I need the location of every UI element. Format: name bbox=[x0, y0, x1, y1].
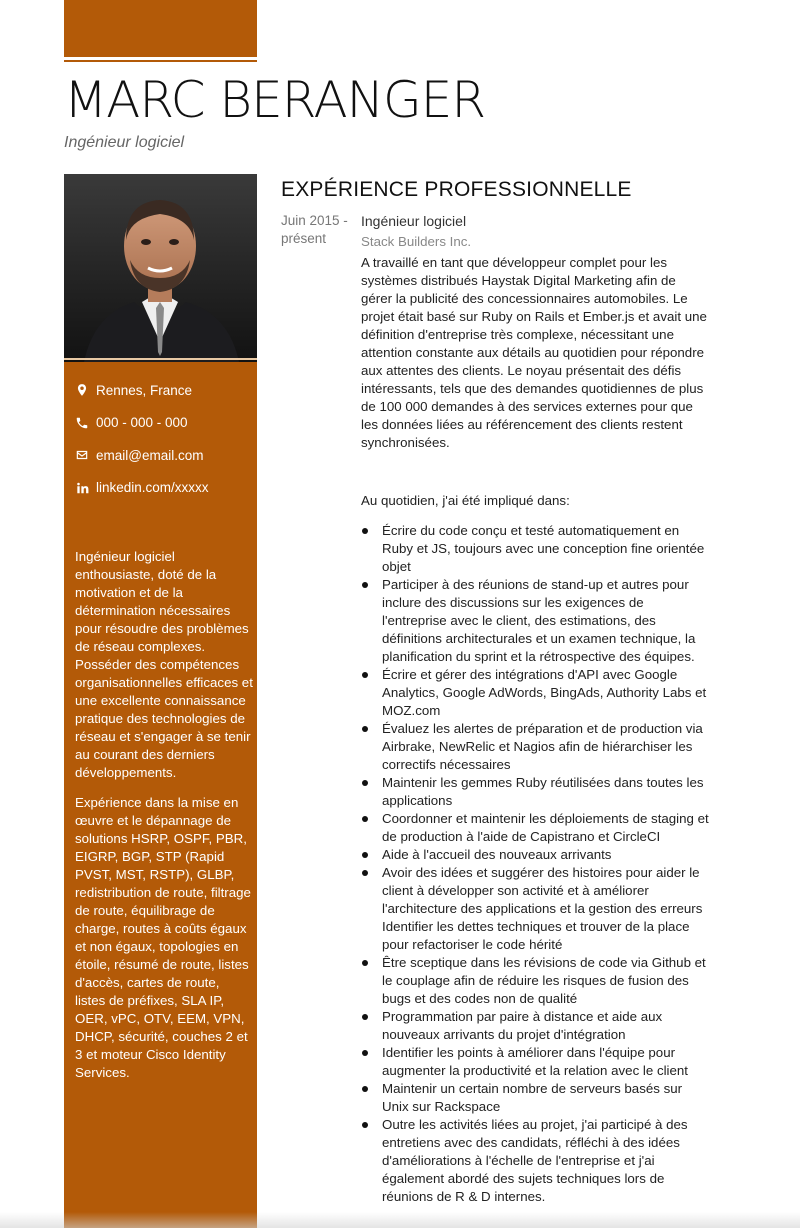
bullet-icon bbox=[362, 816, 368, 822]
job-description: A travaillé en tant que développeur complet pour les systèmes distribués Haystak Digital Marketing afin de gérer la publicité des concessionnaires automobiles. Le projet était basé sur Ruby on Rails et Ember.js et avait une définition d'entreprise très complexe, nécessitant une attention constante aux détails au quotidien pour répondre aux attentes des clients. Le noyau présentait des défis intéressants, tels que des demandes quotidiennes de plus de 100 000 demandes à des services externes pour que les données liées au référencement des clients restent synchronisées. bbox=[361, 255, 707, 450]
bullet-icon bbox=[362, 672, 368, 678]
page-bottom-shadow bbox=[0, 1212, 800, 1228]
list-item-text: Maintenir un certain nombre de serveurs basés sur Unix sur Rackspace bbox=[382, 1081, 683, 1114]
candidate-subtitle: Ingénieur logiciel bbox=[64, 134, 185, 151]
bullet-icon bbox=[362, 870, 368, 876]
sidebar-top-rule bbox=[64, 60, 257, 62]
contact-location-text: Rennes, France bbox=[96, 382, 193, 398]
profile-photo bbox=[64, 174, 257, 362]
envelope-icon bbox=[75, 448, 89, 462]
list-item bbox=[361, 1008, 709, 1044]
location-pin-icon bbox=[75, 383, 89, 397]
list-item bbox=[361, 666, 709, 720]
job-date: Juin 2015 - présent bbox=[281, 213, 348, 246]
list-item-text: Avoir des idées et suggérer des histoires pour aider le client à développer son activité et à améliorer l'architecture des applications et la gestion des erreurs Identifier les dettes techniques et trouver de la place pour refactoriser le code hérité bbox=[382, 865, 703, 952]
contact-list bbox=[75, 374, 250, 504]
company-name: Stack Builders Inc. bbox=[361, 234, 472, 249]
portrait-illustration bbox=[64, 174, 257, 362]
summary-paragraph: Ingénieur logiciel enthousiaste, doté de la motivation et de la détermination nécessaires pour résoudre des problèmes de réseau complexes. Posséder des compétences organisationnelles efficaces et une excellente connaissance pratique des technologies de réseau et s'engager à se tenir au courant des derniers développements. bbox=[75, 549, 253, 780]
list-item bbox=[361, 1116, 709, 1206]
list-item bbox=[361, 1080, 709, 1116]
duties-list bbox=[361, 522, 709, 1206]
bullet-icon bbox=[362, 1122, 368, 1128]
bullet-icon bbox=[362, 852, 368, 858]
list-item-text: Programmation par paire à distance et aide aux nouveaux arrivants du projet d'intégration bbox=[382, 1009, 663, 1042]
experience-section-title: EXPÉRIENCE PROFESSIONNELLE bbox=[281, 178, 632, 201]
bullet-icon bbox=[362, 960, 368, 966]
list-item bbox=[361, 810, 709, 846]
list-item bbox=[361, 522, 709, 576]
contact-email-text: email@email.com bbox=[96, 447, 204, 463]
summary-paragraph: Expérience dans la mise en œuvre et le dépannage de solutions HSRP, OSPF, PBR, EIGRP, BGP, STP (Rapid PVST, MST, RSTP), GLBP, redistribution de route, filtrage de route, équilibrage de charge, routes à coûts égaux et non égaux, topologies en étoile, résumé de route, listes d'accès, cartes de route, listes de préfixes, SLA IP, OER, vPC, OTV, EEM, VPN, DHCP, sécurité, couches 2 et 3 et moteur Cisco Identity Services. bbox=[75, 795, 251, 1080]
contact-location bbox=[75, 374, 250, 407]
list-item bbox=[361, 954, 709, 1008]
contact-phone bbox=[75, 407, 250, 440]
sidebar bbox=[64, 174, 257, 1228]
bullet-icon bbox=[362, 726, 368, 732]
job-title: Ingénieur logiciel bbox=[361, 213, 467, 229]
candidate-name: MARC BERANGER bbox=[64, 71, 486, 129]
duties-intro: Au quotidien, j'ai été impliqué dans: bbox=[361, 493, 570, 508]
profile-summary bbox=[75, 548, 253, 1094]
contact-linkedin bbox=[75, 472, 250, 505]
list-item-text: Identifier les points à améliorer dans l'équipe pour augmenter la productivité et la relation avec le client bbox=[382, 1045, 688, 1078]
bullet-icon bbox=[362, 780, 368, 786]
list-item bbox=[361, 576, 709, 666]
phone-icon bbox=[75, 416, 89, 430]
list-item-text: Être sceptique dans les révisions de code via Github et le couplage afin de réduire les risques de fusion des bugs et des codes non de qualité bbox=[382, 955, 706, 1006]
list-item-text: Écrire et gérer des intégrations d'API avec Google Analytics, Google AdWords, BingAds, Authority Labs et MOZ.com bbox=[382, 667, 707, 718]
list-item bbox=[361, 1044, 709, 1080]
contact-phone-text: 000 - 000 - 000 bbox=[96, 415, 188, 431]
contact-linkedin-text: linkedin.com/xxxxx bbox=[96, 480, 209, 496]
bullet-icon bbox=[362, 528, 368, 534]
linkedin-icon bbox=[75, 481, 89, 495]
list-item-text: Évaluez les alertes de préparation et de production via Airbrake, NewRelic et Nagios afin de hiérarchiser les correctifs nécessaires bbox=[382, 721, 703, 772]
bullet-icon bbox=[362, 1014, 368, 1020]
list-item bbox=[361, 864, 709, 954]
list-item-text: Participer à des réunions de stand-up et autres pour inclure des discussions sur les exigences de l'entreprise avec le client, des estimations, des définitions architecturales et un examen technique, la planification du sprint et la rétrospective des équipes. bbox=[382, 577, 696, 664]
photo-divider bbox=[64, 358, 257, 360]
bullet-icon bbox=[362, 582, 368, 588]
list-item bbox=[361, 774, 709, 810]
list-item-text: Écrire du code conçu et testé automatiquement en Ruby et JS, toujours avec une conception fine orientée objet bbox=[382, 523, 705, 574]
list-item-text: Maintenir les gemmes Ruby réutilisées dans toutes les applications bbox=[382, 775, 704, 808]
list-item-text: Coordonner et maintenir les déploiements de staging et de production à l'aide de Capistrano et CircleCI bbox=[382, 811, 709, 844]
list-item-text: Aide à l'accueil des nouveaux arrivants bbox=[382, 847, 612, 862]
list-item bbox=[361, 846, 709, 864]
sidebar-top-block bbox=[64, 0, 257, 57]
bullet-icon bbox=[362, 1086, 368, 1092]
contact-email bbox=[75, 439, 250, 472]
job-entry bbox=[361, 212, 709, 1206]
bullet-icon bbox=[362, 1050, 368, 1056]
list-item-text: Outre les activités liées au projet, j'ai participé à des entretiens avec des candidats, réfléchi à des idées d'améliorations à l'échelle de l'entreprise et j'ai également abordé des sujets techniques lors de réunions de R & D internes. bbox=[382, 1117, 688, 1204]
list-item bbox=[361, 720, 709, 774]
